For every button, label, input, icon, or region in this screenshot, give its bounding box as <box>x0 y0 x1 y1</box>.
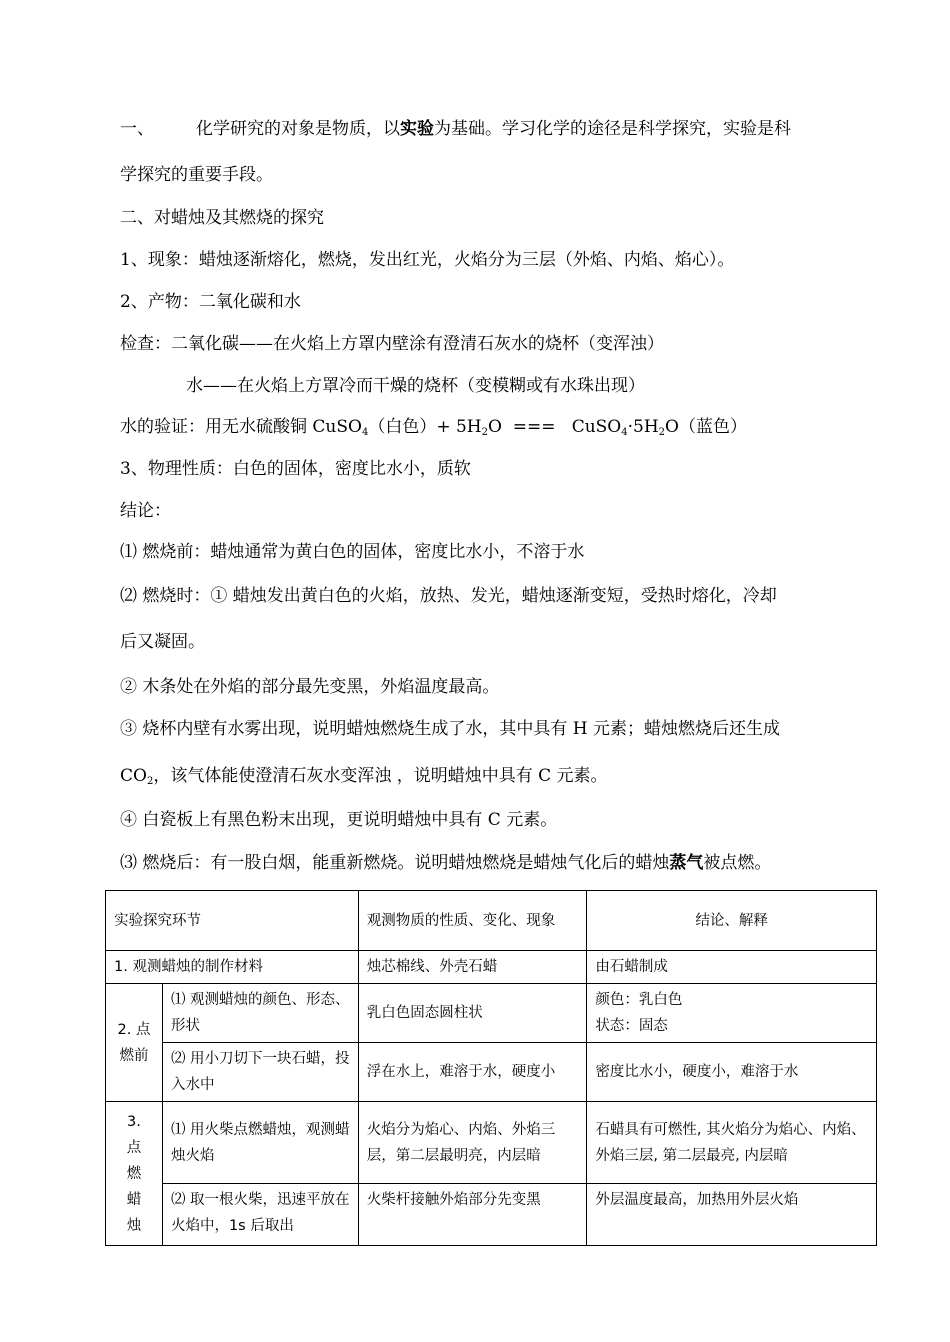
item-2: 2、产物：二氧化碳和水 <box>120 292 301 312</box>
row1-conclusion: 由石蜡制成 <box>587 951 877 984</box>
water-sub1: 4 <box>361 427 369 438</box>
row2a-observation: 乳白色固态圆柱状 <box>358 984 587 1043</box>
row3a-conclusion: 石蜡具有可燃性, 其火焰分为焰心、内焰、外焰三层, 第二层最亮, 内层暗 <box>587 1102 877 1184</box>
group2-label-line: 2. 点 <box>117 1021 151 1038</box>
row2b-observation: 浮在水上，难溶于水，硬度小 <box>358 1043 587 1102</box>
conclusion-during: ⑵ 燃烧时：① 蜡烛发出黄白色的火焰，放热、发光，蜡烛逐渐变短，受热时熔化，冷却 <box>120 586 777 606</box>
group3-label-line: 3. <box>127 1113 141 1130</box>
co2-pre: CO <box>120 766 147 786</box>
row3a-observation: 火焰分为焰心、内焰、外焰三层，第二层最明亮，内层暗 <box>358 1102 587 1184</box>
water-verification <box>120 416 747 438</box>
table-row <box>106 1184 877 1246</box>
header-conclusion: 结论、解释 <box>587 891 877 951</box>
water-sub4: 2 <box>658 427 666 438</box>
water-sub2: 2 <box>481 427 488 438</box>
item-1: 1、现象：蜡烛逐渐熔化，燃烧，发出红光，火焰分为三层（外焰、内焰、焰心）。 <box>120 250 735 270</box>
item-3: 3、物理性质：白色的固体，密度比水小，质软 <box>120 459 471 479</box>
water-mid1: （白色）+ 5H <box>368 417 482 437</box>
check-co2: 检查：二氧化碳——在火焰上方罩内壁涂有澄清石灰水的烧杯（变浑浊） <box>120 334 664 354</box>
row3a-step: ⑴ 用火柴点燃蜡烛，观测蜡烛火焰 <box>162 1102 358 1184</box>
row1-observation: 烛芯棉线、外壳石蜡 <box>358 951 587 984</box>
table-row <box>106 951 877 984</box>
row2a-conclusion <box>587 984 877 1043</box>
row2b-step: ⑵ 用小刀切下一块石蜡，投入水中 <box>162 1043 358 1102</box>
table-row <box>106 984 877 1043</box>
conclusion-point-3: ③ 烧杯内壁有水雾出现，说明蜡烛燃烧生成了水，其中具有 H 元素；蜡烛燃烧后还生成 <box>120 719 781 739</box>
check-water: 水——在火焰上方罩冷而干燥的烧杯（变模糊或有水珠出现） <box>186 376 645 396</box>
conclusion-before: ⑴ 燃烧前：蜡烛通常为黄白色的固体，密度比水小，不溶于水 <box>120 542 585 562</box>
conclusion-point-2: ② 木条处在外焰的部分最先变黑，外焰温度最高。 <box>120 677 500 697</box>
water-pre: 水的验证：用无水硫酸铜 CuSO <box>120 417 362 437</box>
conclusion-after <box>120 852 771 874</box>
water-mid2: O === CuSO <box>488 417 622 437</box>
water-mid3: ·5H <box>627 417 659 437</box>
table-header-row <box>106 891 877 951</box>
row1-stage: 1. 观测蜡烛的制作材料 <box>106 951 359 984</box>
conclusion-during-cont: 后又凝固。 <box>120 632 205 652</box>
after-bold: 蒸气 <box>669 853 704 873</box>
after-pre: ⑶ 燃烧后：有一股白烟，能重新燃烧。说明蜡烛燃烧是蜡烛气化后的蜡烛 <box>120 853 670 873</box>
group2-label <box>106 984 163 1102</box>
after-post: 被点燃。 <box>703 853 772 873</box>
para1-post: 为基础。学习化学的途径是科学探究，实验是科 <box>434 119 791 139</box>
para1-line2: 学探究的重要手段。 <box>120 165 273 185</box>
group3-label-line: 点 <box>126 1139 142 1156</box>
header-stage: 实验探究环节 <box>106 891 359 951</box>
row3b-conclusion: 外层温度最高，加热用外层火焰 <box>587 1184 877 1246</box>
row2a-step: ⑴ 观测蜡烛的颜色、形态、形状 <box>162 984 358 1043</box>
group3-label <box>106 1102 163 1246</box>
group2-label-line: 燃前 <box>119 1047 149 1064</box>
co2-sub: 2 <box>146 776 154 787</box>
experiment-table <box>105 890 877 1246</box>
group3-label-line: 燃 <box>126 1165 142 1182</box>
group3-label-line: 蜡 <box>126 1191 142 1208</box>
para1-line1 <box>120 118 791 140</box>
para1-bold: 实验 <box>400 119 434 139</box>
para1-num: 一、 <box>120 119 154 139</box>
row2b-conclusion: 密度比水小，硬度小，难溶于水 <box>587 1043 877 1102</box>
para1-pre: 化学研究的对象是物质，以 <box>196 119 400 139</box>
group3-label-line: 烛 <box>126 1217 142 1234</box>
water-sub3: 4 <box>621 427 628 438</box>
row2a-conclusion-color: 颜色：乳白色 <box>595 992 683 1008</box>
co2-post: ，该气体能使澄清石灰水变浑浊 ，说明蜡烛中具有 C 元素。 <box>153 766 608 786</box>
section-2-heading: 二、对蜡烛及其燃烧的探究 <box>120 208 324 228</box>
row2a-conclusion-state: 状态：固态 <box>595 1018 668 1034</box>
row3b-step: ⑵ 取一根火柴，迅速平放在火焰中，1s 后取出 <box>162 1184 358 1246</box>
conclusion-point-3-cont <box>120 765 608 787</box>
conclusion-point-4: ④ 白瓷板上有黑色粉末出现，更说明蜡烛中具有 C 元素。 <box>120 810 558 830</box>
conclusion-label: 结论： <box>120 501 171 521</box>
table-row <box>106 1102 877 1184</box>
header-observation: 观测物质的性质、变化、现象 <box>358 891 587 951</box>
table-row <box>106 1043 877 1102</box>
water-post: O（蓝色） <box>665 417 747 437</box>
row3b-observation: 火柴杆接触外焰部分先变黑 <box>358 1184 587 1246</box>
